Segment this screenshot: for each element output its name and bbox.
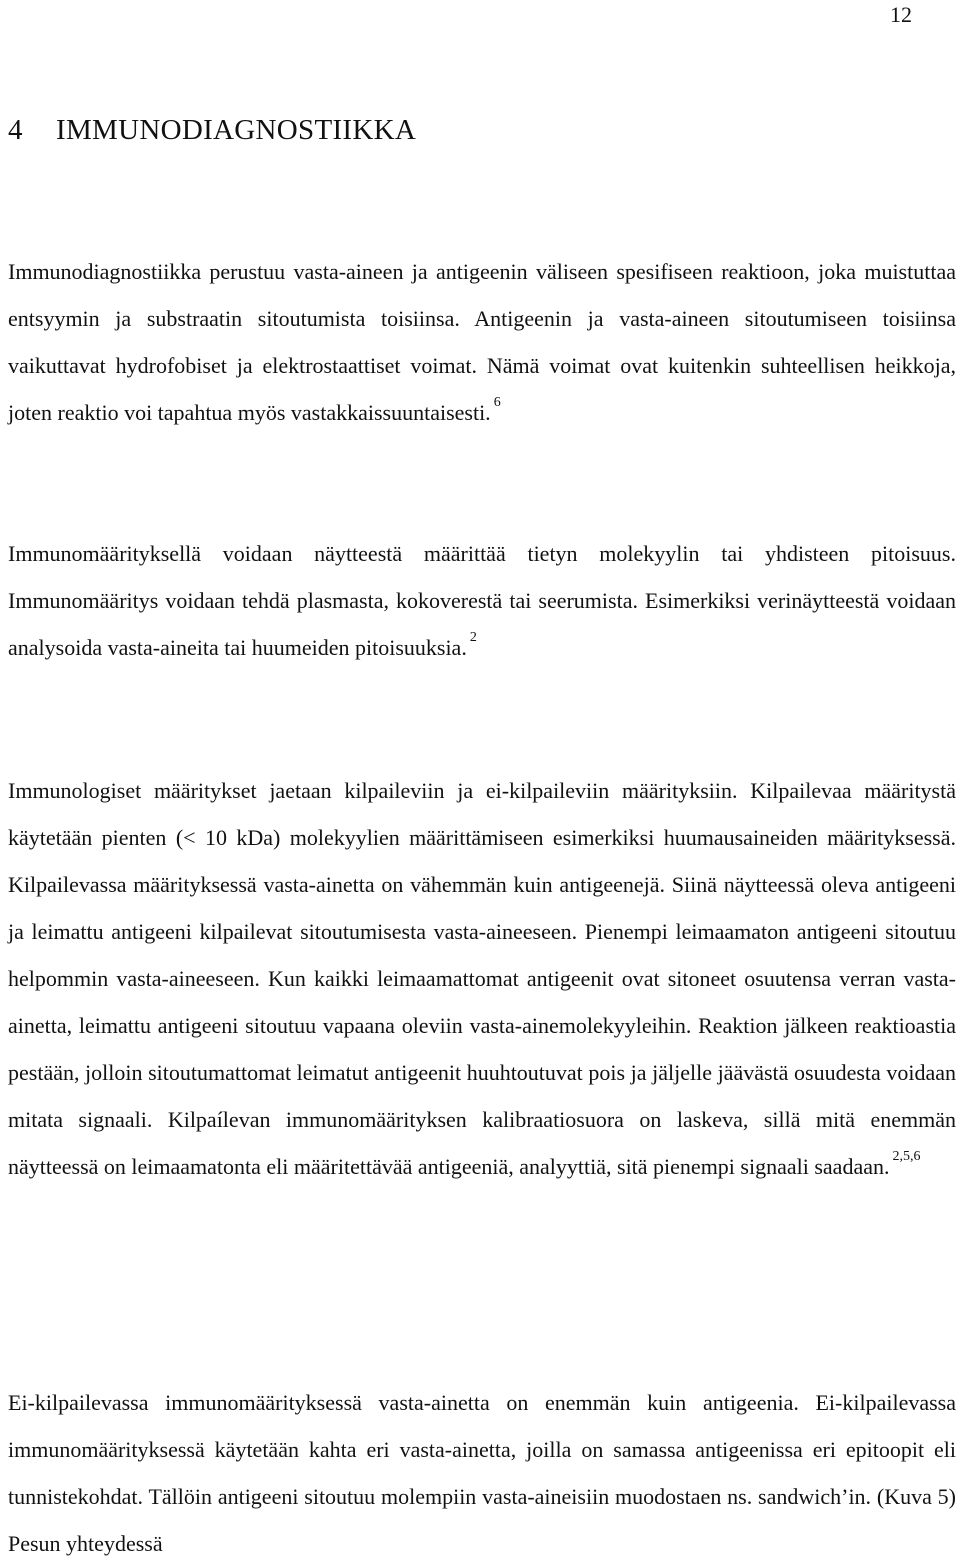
paragraph-text: Immunodiagnostiikka perustuu vasta-aineen ja antigeenin väliseen spesifiseen reaktioon, joka muistuttaa entsyymin ja substraatin sitoutumista toisiinsa. Antigeenin ja vasta-aineen sitoutumiseen toisiinsa vaikuttavat hydrofobiset ja elektrostaattiset voimat. Nämä voimat ovat kuitenkin suhteellisen heikkoja, joten reaktio voi tapahtua myös vastakkaissuuntaisesti. — [8, 259, 956, 425]
paragraph-immunoassay-samples — [8, 530, 956, 671]
reference-superscript: 2,5,6 — [892, 1149, 921, 1164]
paragraph-competitive-assay — [8, 767, 956, 1190]
section-title: IMMUNODIAGNOSTIIKKA — [56, 114, 417, 146]
reference-superscript: 6 — [493, 395, 501, 410]
paragraph-immunodiagnostics-basis — [8, 248, 956, 436]
section-number: 4 — [8, 114, 23, 146]
paragraph-text: Ei-kilpailevassa immunomäärityksessä vasta-ainetta on enemmän kuin antigeenia. Ei-kilpailevassa immunomäärityksessä käytetään kahta eri vasta-ainetta, joilla on samassa antigeenissa eri epitoopit eli tunnistekohdat. Tällöin antigeeni sitoutuu molempiin vasta-aineisiin muodostaen ns. sandwich’in. (Kuva 5) Pesun yhteydessä — [8, 1390, 956, 1556]
paragraph-noncompetitive-assay — [8, 1379, 956, 1567]
paragraph-text: Immunomäärityksellä voidaan näytteestä määrittää tietyn molekyylin tai yhdisteen pitoisuus. Immunomääritys voidaan tehdä plasmasta, kokoverestä tai seerumista. Esimerkiksi verinäytteestä voidaan analysoida vasta-aineita tai huumeiden pitoisuuksia. — [8, 541, 956, 660]
reference-superscript: 2 — [469, 630, 477, 645]
page-number: 12 — [890, 2, 912, 27]
paragraph-text: Immunologiset määritykset jaetaan kilpaileviin ja ei-kilpaileviin määrityksiin. Kilpailevaa määritystä käytetään pienten (< 10 kDa) molekyylien määrittämiseen esimerkiksi huumausaineiden määrityksessä. Kilpailevassa määrityksessä vasta-ainetta on vähemmän kuin antigeenejä. Siinä näytteessä oleva antigeeni ja leimattu antigeeni kilpailevat sitoutumisesta vasta-aineeseen. Pienempi leimaamaton antigeeni sitoutuu helpommin vasta-aineeseen. Kun kaikki leimaamattomat antigeenit ovat sitoneet osuutensa verran vasta-ainetta, leimattu antigeeni sitoutuu vapaana oleviin vasta-ainemolekyyleihin. Reaktion jälkeen reaktioastia pestään, jolloin sitoutumattomat leimatut antigeenit huuhtoutuvat pois ja jäljelle jäävästä osuudesta voidaan mitata signaali. Kilpaílevan immunomäärityksen kalibraatiosuora on laskeva, sillä mitä enemmän näytteessä on leimaamatonta eli määritettävää antigeeniä, analyyttiä, sitä pienempi signaali saadaan. — [8, 778, 956, 1179]
section-heading — [8, 110, 416, 150]
